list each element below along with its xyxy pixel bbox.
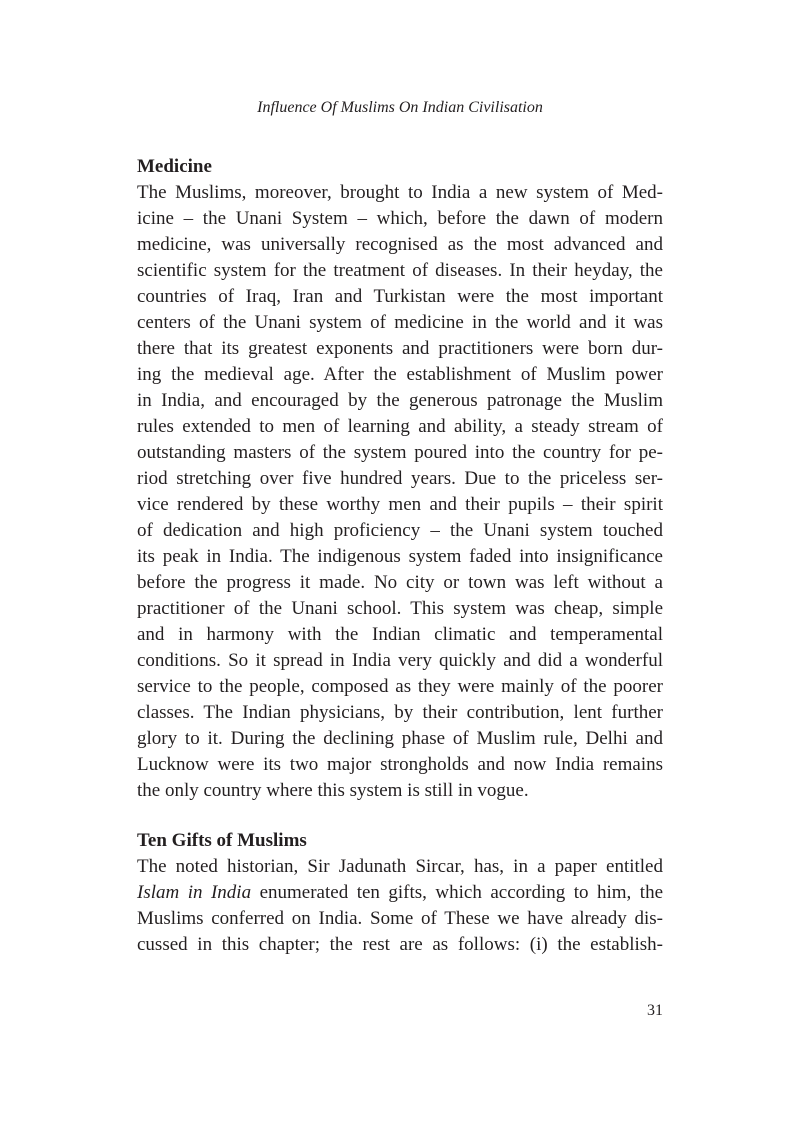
paragraph-line: there that its greatest exponents and practitioners were born dur-	[137, 338, 663, 359]
page-number: 31	[647, 1002, 663, 1019]
paragraph-line: practitioner of the Unani school. This system was cheap, simple	[137, 598, 663, 619]
paragraph-line: rules extended to men of learning and ability, a steady stream of	[137, 416, 663, 437]
section-heading-ten-gifts: Ten Gifts of Muslims	[137, 830, 307, 851]
paragraph-line: scientific system for the treatment of diseases. In their heyday, the	[137, 260, 663, 281]
paragraph-line: riod stretching over five hundred years. Due to the priceless ser-	[137, 468, 663, 489]
paragraph-line: centers of the Unani system of medicine in the world and it was	[137, 312, 663, 333]
paragraph-line: The noted historian, Sir Jadunath Sircar, has, in a paper entitled	[137, 856, 663, 877]
section-medicine	[137, 154, 663, 804]
paragraph-line-text: enumerated ten gifts, which according to him, the	[251, 882, 664, 903]
section-heading-medicine: Medicine	[137, 156, 212, 177]
section-ten-gifts	[137, 828, 663, 958]
paragraph-line: service to the people, composed as they were mainly of the poorer	[137, 676, 663, 697]
running-header: Influence Of Muslims On Indian Civilisation	[257, 99, 543, 116]
paragraph-line: classes. The Indian physicians, by their contribution, lent further	[137, 702, 663, 723]
paragraph-line: before the progress it made. No city or town was left without a	[137, 572, 663, 593]
paragraph-line: cussed in this chapter; the rest are as follows: (i) the establish-	[137, 934, 663, 955]
paragraph-line: Lucknow were its two major strongholds and now India remains	[137, 754, 663, 775]
paragraph-line: The Muslims, moreover, brought to India a new system of Med-	[137, 182, 663, 203]
paragraph-line: glory to it. During the declining phase of Muslim rule, Delhi and	[137, 728, 663, 749]
paragraph-line: ing the medieval age. After the establishment of Muslim power	[137, 364, 663, 385]
paragraph-line: outstanding masters of the system poured into the country for pe-	[137, 442, 663, 463]
paragraph-line: vice rendered by these worthy men and their pupils – their spirit	[137, 494, 663, 515]
paragraph-line: icine – the Unani System – which, before the dawn of modern	[137, 208, 663, 229]
paragraph-line: medicine, was universally recognised as the most advanced and	[137, 234, 663, 255]
book-title: Islam in India	[137, 882, 252, 903]
paragraph-line: and in harmony with the Indian climatic and temperamental	[137, 624, 663, 645]
paragraph-line: conditions. So it spread in India very quickly and did a wonderful	[137, 650, 663, 671]
paragraph-line: the only country where this system is still in vogue.	[137, 780, 529, 801]
paragraph-line	[137, 880, 663, 906]
paragraph-line: Muslims conferred on India. Some of These we have already dis-	[137, 908, 663, 929]
paragraph-line: its peak in India. The indigenous system faded into insignificance	[137, 546, 663, 567]
paragraph-line: countries of Iraq, Iran and Turkistan were the most important	[137, 286, 663, 307]
paragraph-line: in India, and encouraged by the generous patronage the Muslim	[137, 390, 663, 411]
paragraph-line: of dedication and high proficiency – the Unani system touched	[137, 520, 663, 541]
